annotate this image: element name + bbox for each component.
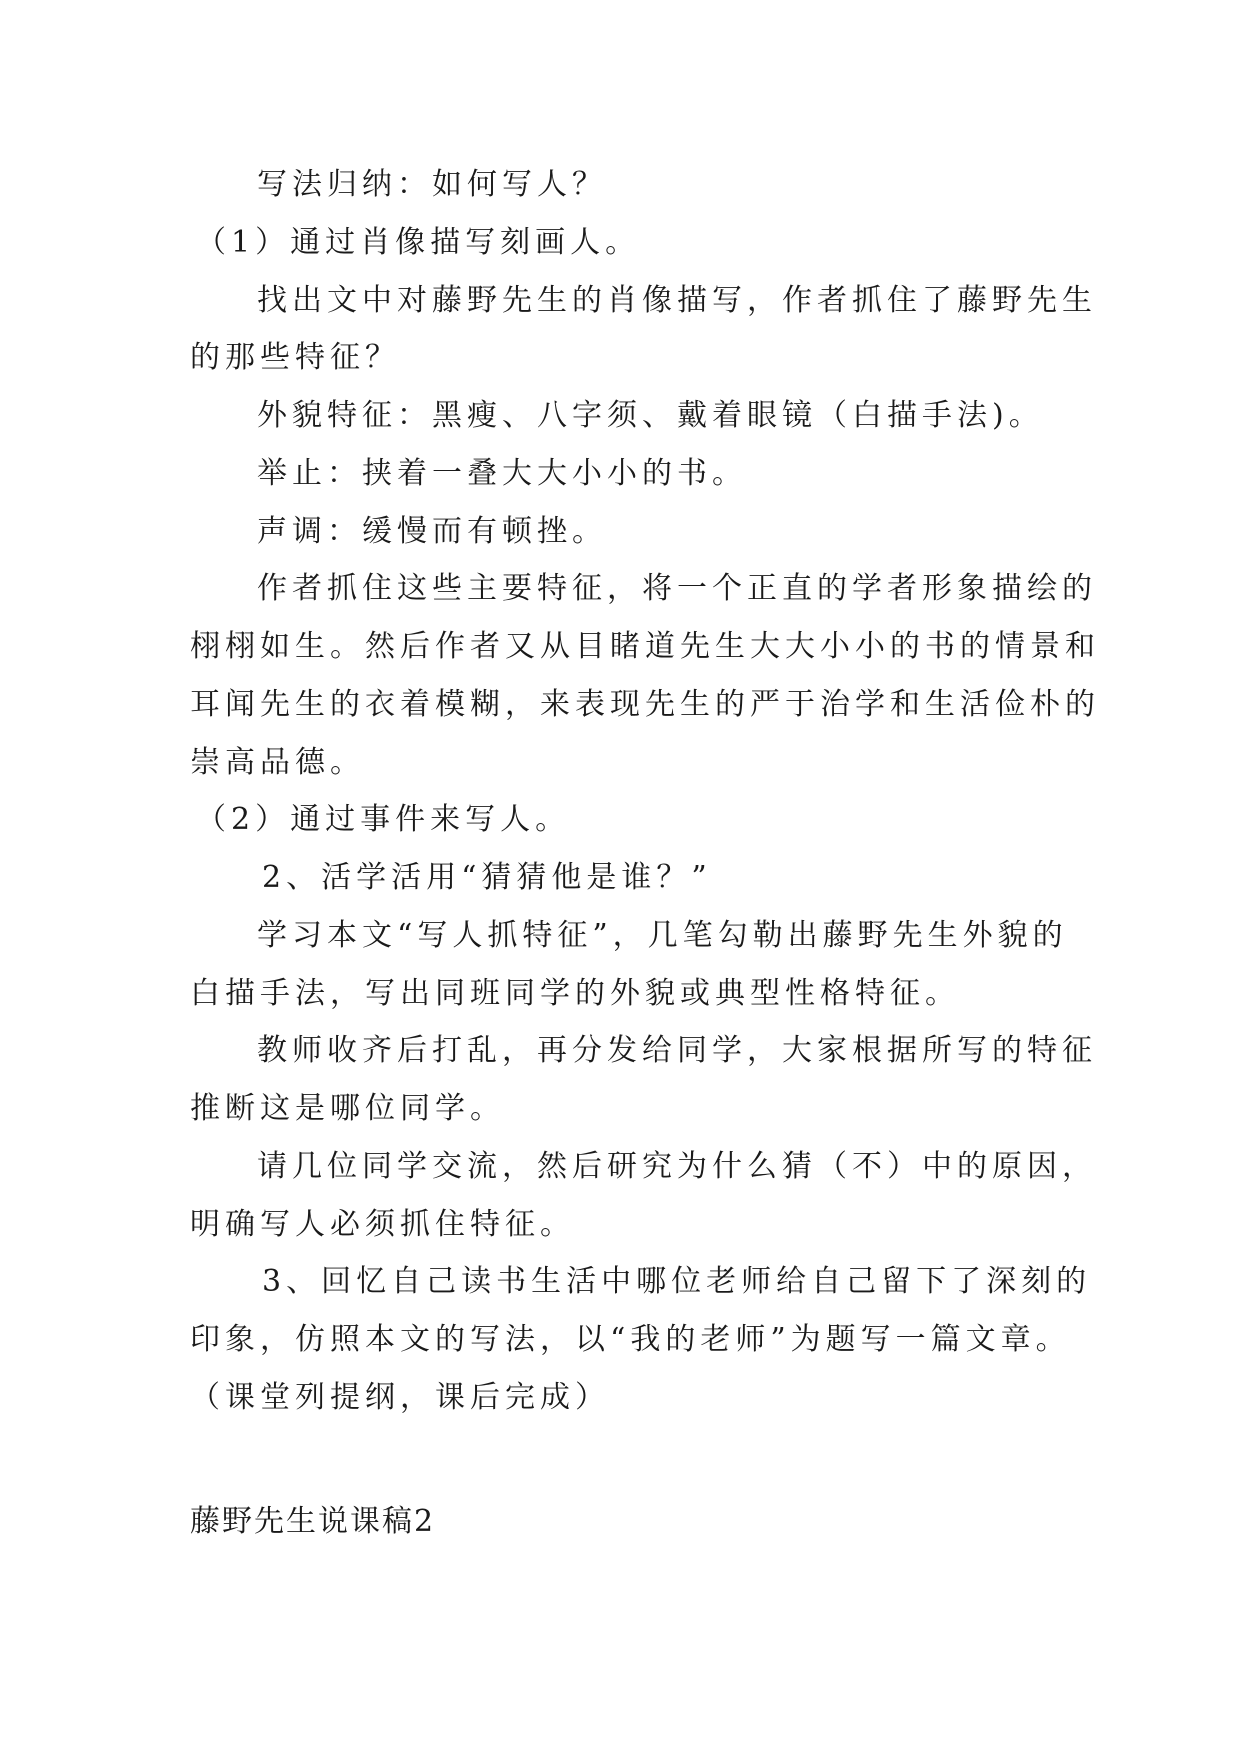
paragraph-line: 教师收齐后打乱，再分发给同学，大家根据所写的特征 [257,1033,1097,1068]
paragraph-line: 明确写人必须抓住特征。 [190,1207,575,1242]
paragraph-line: 栩栩如生。然后作者又从目睹道先生大大小小的书的情景和 [190,629,1100,664]
paragraph-line: 写法归纳：如何写人？ [257,167,607,202]
paragraph-line: 耳闻先生的衣着模糊，来表现先生的严于治学和生活俭朴的 [190,687,1100,722]
paragraph-line: 3、回忆自己读书生活中哪位老师给自己留下了深刻的 [262,1264,1092,1299]
paragraph-line: （2）通过事件来写人。 [196,802,571,837]
paragraph-line: （1）通过肖像描写刻画人。 [196,225,641,260]
paragraph-line: 2、活学活用“猜猜他是谁？” [262,860,712,895]
paragraph-line: 印象，仿照本文的写法，以“我的老师”为题写一篇文章。 [190,1322,1071,1357]
paragraph-line: 学习本文“写人抓特征”，几笔勾勒出藤野先生外貌的 [257,918,1068,953]
section-title: 藤野先生说课稿2 [190,1504,436,1539]
paragraph-line: 外貌特征：黑瘦、八字须、戴着眼镜（白描手法)。 [257,398,1044,433]
paragraph-line: 的那些特征？ [190,340,400,375]
paragraph-line: 声调：缓慢而有顿挫。 [257,514,607,549]
paragraph-line: 请几位同学交流，然后研究为什么猜（不）中的原因， [257,1149,1097,1184]
paragraph-line: （课堂列提纲，课后完成） [190,1380,610,1415]
paragraph-line: 崇高品德。 [190,745,365,780]
paragraph-line: 举止：挟着一叠大大小小的书。 [257,456,747,491]
paragraph-line: 作者抓住这些主要特征，将一个正直的学者形象描绘的 [257,571,1097,606]
paragraph-line: 白描手法，写出同班同学的外貌或典型性格特征。 [190,976,960,1011]
paragraph-line: 推断这是哪位同学。 [190,1091,505,1126]
paragraph-line: 找出文中对藤野先生的肖像描写，作者抓住了藤野先生 [257,283,1097,318]
